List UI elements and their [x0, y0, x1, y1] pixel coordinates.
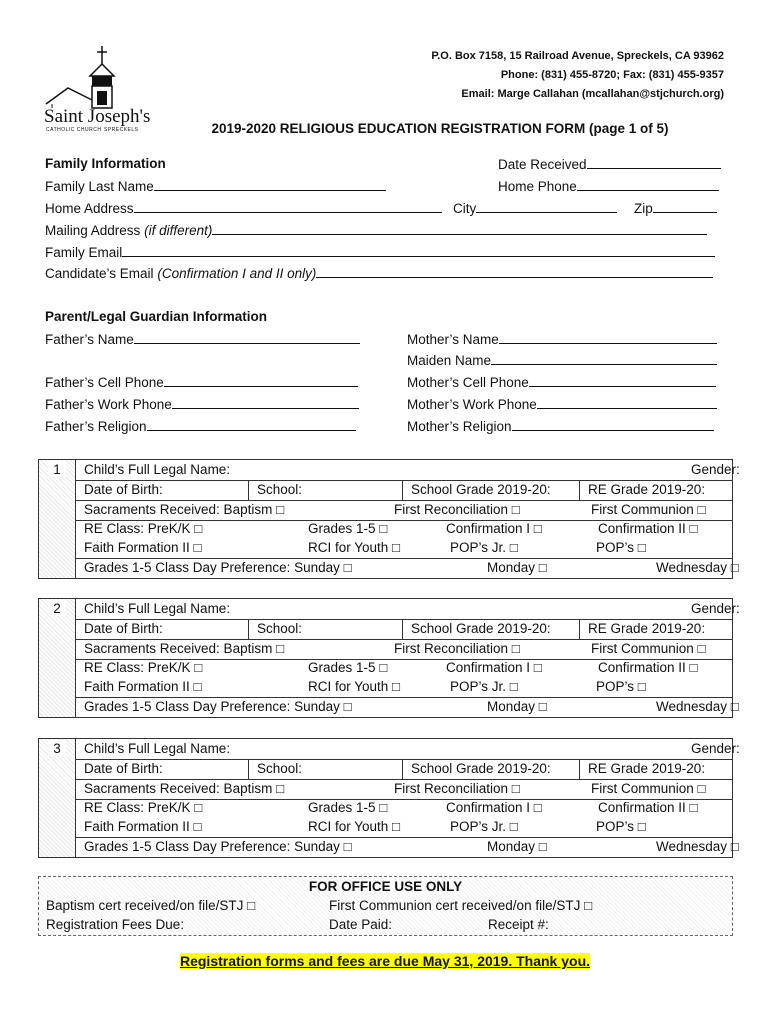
office-use-box	[38, 876, 733, 936]
date-paid-label: Date Paid:	[329, 917, 393, 932]
confirmation-2-checkbox[interactable]: Confirmation II □	[598, 521, 698, 536]
family-last-name-label: Family Last Name	[45, 179, 154, 194]
dob-label: Date of Birth:	[84, 482, 163, 497]
home-phone-label: Home Phone	[498, 179, 577, 194]
child-name-row[interactable]	[76, 739, 740, 760]
faith-formation-checkbox[interactable]: Faith Formation II □	[84, 819, 202, 834]
contact-email: Email: Marge Callahan (mcallahan@stjchurch.org)	[461, 88, 724, 100]
mother-work-field[interactable]	[407, 396, 717, 412]
first-reconciliation-checkbox[interactable]: First Reconciliation □	[394, 781, 520, 796]
candidate-email-field[interactable]	[45, 265, 713, 281]
zip-field[interactable]	[634, 200, 717, 216]
gender-label: Gender:	[691, 601, 740, 616]
family-heading: Family Information	[45, 156, 166, 171]
child-number-cell	[39, 739, 76, 857]
form-title: 2019-2020 RELIGIOUS EDUCATION REGISTRATION FORM (page 1 of 5)	[211, 121, 669, 136]
pops-checkbox[interactable]: POP’s □	[596, 679, 646, 694]
monday-checkbox[interactable]: Monday □	[487, 839, 547, 854]
confirmation-1-checkbox[interactable]: Confirmation I □	[446, 521, 542, 536]
first-communion-checkbox[interactable]: First Communion □	[591, 502, 706, 517]
sunday-checkbox[interactable]: Grades 1-5 Class Day Preference: Sunday □	[84, 839, 352, 854]
gender-label: Gender:	[691, 741, 740, 756]
mother-work-label: Mother’s Work Phone	[407, 397, 537, 412]
child-number-cell	[39, 599, 76, 717]
fees-due-label: Registration Fees Due:	[46, 917, 185, 932]
baptism-checkbox[interactable]: Sacraments Received: Baptism □	[84, 781, 285, 796]
date-received-field[interactable]	[498, 156, 721, 172]
baptism-checkbox[interactable]: Sacraments Received: Baptism □	[84, 502, 285, 517]
child-block-3	[38, 738, 740, 858]
rci-youth-checkbox[interactable]: RCI for Youth □	[308, 679, 401, 694]
re-grade-label: RE Grade 2019-20:	[579, 619, 705, 639]
grades-1-5-checkbox[interactable]: Grades 1-5 □	[308, 660, 388, 675]
father-cell-label: Father’s Cell Phone	[45, 375, 164, 390]
child-name-label: Child’s Full Legal Name:	[84, 741, 231, 756]
re-class-row	[76, 658, 732, 678]
monday-checkbox[interactable]: Monday □	[487, 560, 547, 575]
child-name-row[interactable]	[76, 599, 740, 620]
class-day-row	[76, 697, 739, 717]
maiden-name-field[interactable]	[407, 352, 717, 368]
family-email-label: Family Email	[45, 245, 123, 260]
rci-youth-checkbox[interactable]: RCI for Youth □	[308, 819, 401, 834]
pops-jr-checkbox[interactable]: POP’s Jr. □	[450, 679, 518, 694]
mailing-address-note: (if different)	[144, 223, 213, 238]
maiden-name-label: Maiden Name	[407, 353, 492, 368]
sacraments-row	[76, 500, 732, 521]
class-day-row	[76, 837, 739, 857]
date-received-label: Date Received	[498, 157, 587, 172]
first-reconciliation-checkbox[interactable]: First Reconciliation □	[394, 641, 520, 656]
rci-youth-checkbox[interactable]: RCI for Youth □	[308, 540, 401, 555]
receipt-label: Receipt #:	[488, 917, 549, 932]
home-phone-field[interactable]	[498, 178, 719, 194]
faith-formation-row	[76, 817, 732, 838]
logo-subtitle-location: SPRECKELS	[104, 127, 139, 133]
father-religion-label: Father’s Religion	[45, 419, 147, 434]
sunday-checkbox[interactable]: Grades 1-5 Class Day Preference: Sunday □	[84, 560, 352, 575]
child-dob-row[interactable]	[76, 480, 732, 501]
candidate-email-note: (Confirmation I and II only)	[157, 266, 317, 281]
school-label: School:	[248, 480, 302, 500]
home-address-label: Home Address	[45, 201, 134, 216]
child-name-label: Child’s Full Legal Name:	[84, 462, 231, 477]
child-name-label: Child’s Full Legal Name:	[84, 601, 231, 616]
contact-info	[431, 47, 724, 104]
child-dob-row[interactable]	[76, 759, 732, 780]
pops-checkbox[interactable]: POP’s □	[596, 819, 646, 834]
child-name-row[interactable]	[76, 460, 740, 481]
gender-label: Gender:	[691, 462, 740, 477]
re-class-row	[76, 519, 732, 539]
re-grade-label: RE Grade 2019-20:	[579, 480, 705, 500]
child-block-1	[38, 459, 740, 579]
confirmation-1-checkbox[interactable]: Confirmation I □	[446, 660, 542, 675]
home-address-field[interactable]	[45, 200, 442, 216]
wednesday-checkbox[interactable]: Wednesday □	[656, 839, 739, 854]
school-grade-label: School Grade 2019-20:	[402, 759, 551, 779]
mailing-address-label: Mailing Address	[45, 223, 141, 238]
sacraments-row	[76, 779, 732, 800]
pops-jr-checkbox[interactable]: POP’s Jr. □	[450, 819, 518, 834]
faith-formation-checkbox[interactable]: Faith Formation II □	[84, 679, 202, 694]
prek-checkbox[interactable]: RE Class: PreK/K □	[84, 521, 203, 536]
grades-1-5-checkbox[interactable]: Grades 1-5 □	[308, 521, 388, 536]
father-religion-field[interactable]	[45, 418, 356, 434]
faith-formation-row	[76, 538, 732, 559]
sunday-checkbox[interactable]: Grades 1-5 Class Day Preference: Sunday □	[84, 699, 352, 714]
guardian-heading: Parent/Legal Guardian Information	[45, 309, 268, 324]
first-communion-checkbox[interactable]: First Communion □	[591, 641, 706, 656]
prek-checkbox[interactable]: RE Class: PreK/K □	[84, 800, 203, 815]
mother-cell-field[interactable]	[407, 374, 716, 390]
first-communion-checkbox[interactable]: First Communion □	[591, 781, 706, 796]
zip-label: Zip	[634, 201, 653, 216]
confirmation-1-checkbox[interactable]: Confirmation I □	[446, 800, 542, 815]
baptism-cert-checkbox[interactable]: Baptism cert received/on file/STJ □	[46, 898, 256, 913]
child-number: 1	[48, 461, 66, 477]
faith-formation-checkbox[interactable]: Faith Formation II □	[84, 540, 202, 555]
wednesday-checkbox[interactable]: Wednesday □	[656, 560, 739, 575]
father-work-label: Father’s Work Phone	[45, 397, 172, 412]
city-field[interactable]	[453, 200, 617, 216]
father-name-label: Father’s Name	[45, 332, 134, 347]
logo-subtitle: CATHOLIC CHURCH	[46, 127, 102, 133]
re-grade-label: RE Grade 2019-20:	[579, 759, 705, 779]
wednesday-checkbox[interactable]: Wednesday □	[656, 699, 739, 714]
mother-name-label: Mother’s Name	[407, 332, 499, 347]
grades-1-5-checkbox[interactable]: Grades 1-5 □	[308, 800, 388, 815]
child-block-2	[38, 598, 740, 718]
school-label: School:	[248, 619, 302, 639]
school-grade-label: School Grade 2019-20:	[402, 480, 551, 500]
dob-label: Date of Birth:	[84, 761, 163, 776]
school-label: School:	[248, 759, 302, 779]
office-heading: FOR OFFICE USE ONLY	[308, 879, 463, 894]
city-label: City	[453, 201, 477, 216]
contact-phone: Phone: (831) 455-8720; Fax: (831) 455-9357	[500, 69, 724, 81]
monday-checkbox[interactable]: Monday □	[487, 699, 547, 714]
due-notice-text: Registration forms and fees are due May 31, 2019. Thank you.	[179, 953, 591, 969]
first-reconciliation-checkbox[interactable]: First Reconciliation □	[394, 502, 520, 517]
prek-checkbox[interactable]: RE Class: PreK/K □	[84, 660, 203, 675]
father-cell-field[interactable]	[45, 374, 358, 390]
class-day-row	[76, 558, 739, 578]
mailing-address-field[interactable]	[45, 222, 707, 238]
confirmation-2-checkbox[interactable]: Confirmation II □	[598, 800, 698, 815]
father-name-field[interactable]	[45, 331, 360, 347]
child-dob-row[interactable]	[76, 619, 732, 640]
child-number-cell	[39, 460, 76, 578]
mother-cell-label: Mother’s Cell Phone	[407, 375, 529, 390]
dob-label: Date of Birth:	[84, 621, 163, 636]
candidate-email-label: Candidate’s Email	[45, 266, 154, 281]
child-number: 2	[48, 600, 66, 616]
pops-jr-checkbox[interactable]: POP’s Jr. □	[450, 540, 518, 555]
faith-formation-row	[76, 677, 732, 698]
mother-name-field[interactable]	[407, 331, 717, 347]
due-notice	[0, 953, 770, 969]
school-grade-label: School Grade 2019-20:	[402, 619, 551, 639]
father-work-field[interactable]	[45, 396, 359, 412]
pops-checkbox[interactable]: POP’s □	[596, 540, 646, 555]
confirmation-2-checkbox[interactable]: Confirmation II □	[598, 660, 698, 675]
re-class-row	[76, 798, 732, 818]
sacraments-row	[76, 639, 732, 660]
baptism-checkbox[interactable]: Sacraments Received: Baptism □	[84, 641, 285, 656]
communion-cert-checkbox[interactable]: First Communion cert received/on file/STJ □	[329, 898, 593, 913]
mother-religion-label: Mother’s Religion	[407, 419, 512, 434]
family-email-field[interactable]	[45, 244, 715, 260]
logo-name: Saint Joseph's	[44, 106, 151, 127]
contact-address: P.O. Box 7158, 15 Railroad Avenue, Spreckels, CA 93962	[431, 50, 724, 62]
family-last-name-field[interactable]	[45, 178, 386, 194]
child-number: 3	[48, 740, 66, 756]
mother-religion-field[interactable]	[407, 418, 714, 434]
